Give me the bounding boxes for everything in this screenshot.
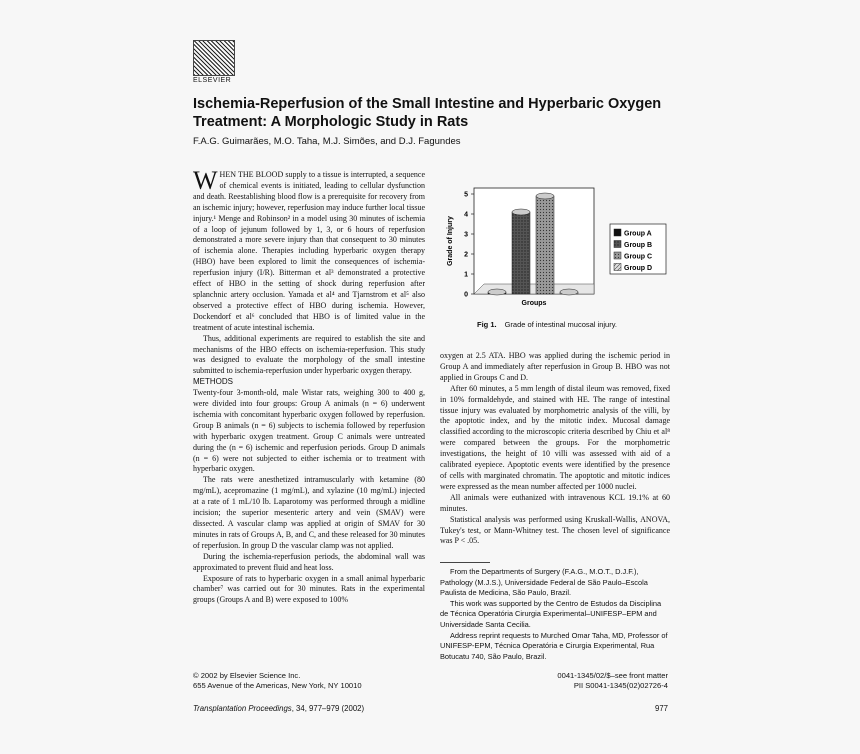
journal-footer (193, 704, 364, 713)
legend-label: Group C (624, 253, 652, 261)
logo-label: ELSEVIER (193, 77, 232, 84)
legend-label: Group D (624, 265, 652, 272)
methods-paragraph-2: The rats were anesthetized intramuscularly with ketamine (80 mg/mL), acepromazine (1 mg/mL), and xylazine (10 mg/mL) injected at a rate of 1 mL/10 lb. Laparotomy was performed through a midline incision; the superior mesenteric artery and vein (SMAV) were dissected. A vascular clamp was applied at origin of SMAV for 30 minutes in rats of Groups A, B, and C, and these released for 30 minutes of reperfusion. In group D the vascular clamp was not applied. (193, 475, 425, 550)
article-authors: F.A.G. Guimarães, M.O. Taha, M.J. Simões, and D.J. Fagundes (193, 136, 461, 147)
footnote-affiliation: From the Departments of Surgery (F.A.G., M.O.T., D.J.F.), Pathology (M.J.S.), Universidade Federal de São Paulo–Escola Paulista de Medicina, São Paulo, Brazil. (440, 567, 648, 598)
bar (536, 196, 554, 294)
copyright-line: © 2002 by Elsevier Science Inc. (193, 671, 301, 680)
x-axis-label: Groups (521, 300, 547, 307)
right-paragraph-4: Statistical analysis was performed using Kruskall-Wallis, ANOVA, Tukey's test, or Mann-Whitney test. The chosen level of significance was P < .05. (440, 514, 670, 546)
legend-label: Group A (624, 230, 652, 238)
y-axis-label: Grade of Injury (447, 216, 454, 266)
footnotes (440, 567, 670, 662)
y-tick-label: 0 (464, 291, 468, 299)
legend-swatch (614, 252, 621, 259)
y-tick-label: 1 (464, 271, 468, 279)
figure-1 (440, 172, 670, 340)
right-paragraph-3: All animals were euthanized with intravenous KCL 19.1% at 60 minutes. (440, 492, 670, 513)
intro-paragraph-1: WHEN THE BLOOD supply to a tissue is interrupted, a sequence of chemical events is initiated, leading to cellular dysfunction and death. Reestablishing blood flow is a prerequisite for recovery from an ischemic injury; however, reperfusion may induce further local tissue injury.¹ Menge and Robinson² in a model using 30 minutes of ischemia of a loop of jejunum followed by 1, 3, or 6 hours of reperfusion demonstrated a more severe injury than that consequent to 30 minutes of ischemia alone. Therapies including hyperbaric oxygen therapy (HBO) have been explored to limit the consequences of ischemia-reperfusion injury (I/R). Bitterman et al³ demonstrated a protective effect of HBO in the setting of shock during reperfusion after splanchnic artery occlusion. Yamada et al⁴ and Tjarnstrom et al⁵ also observed a protective effect of HBO during ischemia. However, Dockendorf et al⁶ concluded that HBO is of limited value in the treatment of acute intestinal ischemia. (193, 166, 425, 332)
issn-line: 0041-1345/02/$–see front matter (557, 671, 668, 680)
figure-caption-text: Grade of intestinal mucosal injury. (504, 320, 618, 329)
journal-citation: , 34, 977–979 (2002) (291, 704, 365, 713)
legend-swatch (614, 241, 621, 248)
y-tick-label: 2 (464, 251, 468, 259)
article-title: Ischemia-Reperfusion of the Small Intestine and Hyperbaric Oxygen Treatment: A Morphologic Study in Rats (193, 96, 662, 130)
footnote-reprints: Address reprint requests to Murched Omar Taha, MD, Professor of UNIFESP-EPM, Técnica Operatória e Cirurgia Experimental, Rua Botucatu 740, São Paulo, Brazil. (440, 630, 668, 661)
legend-swatch (614, 229, 621, 236)
methods-paragraph-3: During the ischemia-reperfusion periods, the abdominal wall was approximated to prevent fluid and heat loss. (193, 551, 425, 572)
figure-caption (477, 320, 617, 329)
y-tick-label: 4 (464, 211, 468, 219)
footnote-funding: This work was supported by the Centro de Estudos da Disciplina de Técnica Operatória Cirurgia Experimental–UNIFESP–EPM and Universidade Santa Cecilia. (440, 598, 662, 629)
plot-area (474, 188, 594, 294)
footnote-divider (440, 562, 490, 563)
bar (512, 212, 530, 294)
tree-logo-icon (193, 40, 235, 76)
right-paragraph-1: oxygen at 2.5 ATA. HBO was applied during the ischemic period in Group A and immediately after reperfusion in Group B. HBO was not applied in Groups C and D. (440, 351, 670, 382)
copyright-block (193, 671, 362, 691)
bar-top (488, 289, 506, 295)
publisher-logo (193, 40, 235, 86)
bar-chart (440, 172, 670, 312)
drop-cap: W (193, 166, 218, 195)
bar-top (560, 289, 578, 295)
left-column (193, 166, 425, 606)
publisher-address: 655 Avenue of the Americas, New York, NY 10010 (193, 681, 362, 690)
figure-label: Fig 1. (477, 320, 497, 329)
y-tick-label: 3 (464, 231, 468, 239)
bar-top (512, 209, 530, 215)
journal-name: Transplantation Proceedings (193, 704, 292, 713)
legend-swatch (614, 264, 621, 271)
methods-paragraph-1: Twenty-four 3-month-old, male Wistar rats, weighing 300 to 400 g, were divided into four groups: Group A animals (n = 6) underwent ischemia with concomitant hyperbaric oxygen followed by reperfusion. Group B animals (n = 6) subjects to ischemia followed by reperfusion with hyperbaric oxygen treatment. Group C animals were untreated during the (n = 6) ischemic and reperfusion periods. Group D animals (n = 6) were not subjected to either ischemia or to treatment with hyperbaric oxygen. (193, 388, 425, 474)
right-paragraph-2: After 60 minutes, a 5 mm length of distal ileum was removed, fixed in 10% formaldehyde, and stained with HE. The range of intestinal tissue injury was evaluated by morphometric analysis of the villi, by the apoptotic index, and by the mitotic index. Mucosal damage classified according to the microscopic criteria described by Chiu et al⁸ were compared between the groups. For the morphometric investigations, the height of 10 villi was assessed with aid of a calibrated eyepiece. Apoptotic events were identified by the presence of cells with marginated chromatin. The apoptotic and mitotic indices were expressed as the mean number affected per 1000 nuclei. (440, 383, 670, 491)
right-column (440, 351, 670, 547)
y-tick-label: 5 (464, 191, 468, 199)
issn-block (557, 671, 668, 691)
bar-top (536, 193, 554, 199)
methods-paragraph-4: Exposure of rats to hyperbaric oxygen in a small animal hyperbaric chamber⁷ was carried out for 30 minutes. Rats in the experimental groups (Groups A and B) were exposed to 100% (193, 573, 425, 605)
intro-paragraph-2: Thus, additional experiments are required to establish the site and mechanisms of the HBO effects on ischemia-reperfusion. This study was designed to evaluate the morphology of the small intestine submitted to ischemia-reperfusion under hyperbaric oxygen therapy. (193, 333, 425, 376)
page-number: 977 (654, 704, 668, 713)
legend-label: Group B (624, 242, 652, 249)
pii-line: PII S0041-1345(02)02726-4 (573, 681, 668, 690)
methods-heading: METHODS (193, 377, 233, 387)
